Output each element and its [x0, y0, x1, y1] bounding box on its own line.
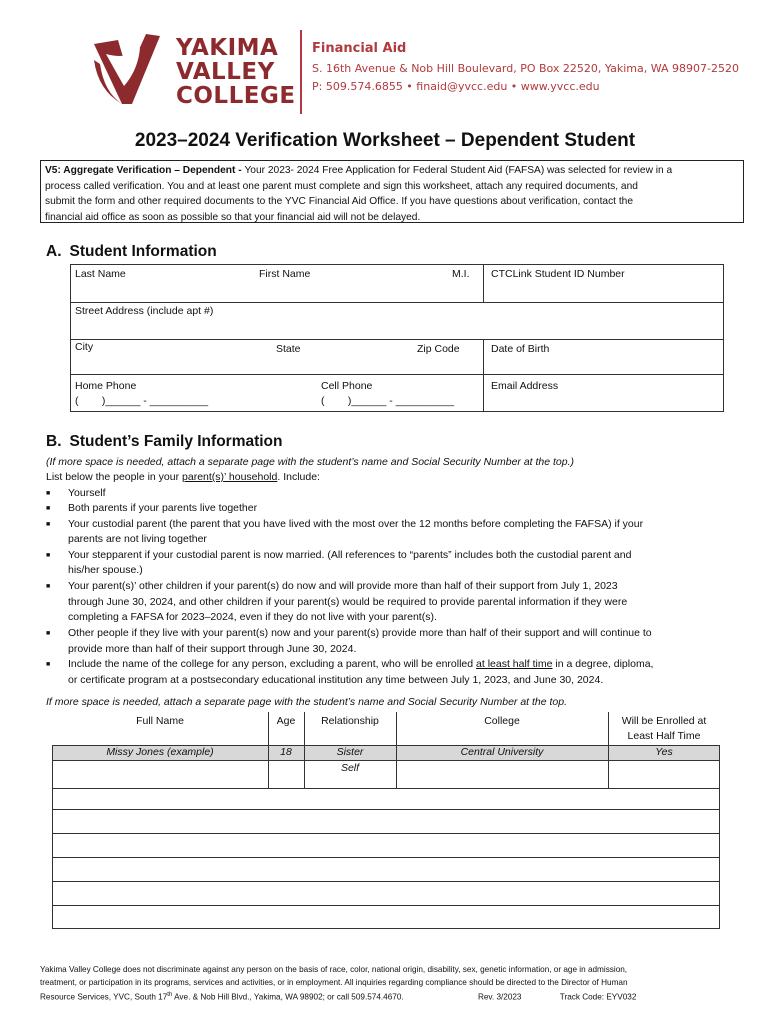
state-field[interactable]: State: [276, 343, 301, 355]
list-item: through June 30, 2024, and other children if your parent(s) would be required to provide parental information if they were: [68, 596, 628, 608]
section-b-heading: [46, 433, 283, 451]
example-college: Central University: [460, 746, 544, 758]
table-row[interactable]: [53, 882, 719, 905]
form-title: 2023–2024 Verification Worksheet – Dependent Student: [134, 130, 636, 151]
row-1-name-input[interactable]: [53, 761, 268, 788]
table-row[interactable]: [53, 906, 719, 928]
table-row[interactable]: [53, 810, 719, 833]
list-item: Yourself: [68, 487, 106, 499]
office-contact: P: 509.574.6855 • finaid@yvcc.edu • www.yvcc.edu: [312, 80, 600, 93]
list-item: Other people if they live with your parent(s) now and your parent(s) provide more than half of their support and will continue to: [68, 627, 652, 639]
footer: [40, 963, 730, 1004]
bullet-icon: ■: [46, 552, 51, 559]
city-field[interactable]: City: [75, 341, 94, 353]
table-note: If more space is needed, attach a separate page with the student’s name and Social Security Number at the top.: [46, 696, 568, 708]
bullet-icon: ■: [46, 490, 51, 497]
self-relationship: Self: [340, 762, 360, 774]
logo-text-line-3: COLLEGE: [176, 83, 296, 109]
list-item: his/her spouse.): [68, 564, 143, 576]
revision-date: Rev. 3/2023: [477, 992, 522, 1002]
intro-line-1: Your 2023- 2024 Free Application for Federal Student Aid (FAFSA) was selected for review in a: [244, 165, 673, 176]
logo-text-line-2: VALLEY: [176, 59, 275, 85]
list-item: completing a FAFSA for 2023–2024, even if they do not live with your parent(s).: [68, 611, 437, 623]
list-item: parents are not living together: [68, 533, 207, 545]
email-address-field[interactable]: Email Address: [491, 380, 559, 392]
list-item: Include the name of the college for any person, excluding a parent, who will be enrolled at least half time in a degree, diploma,: [68, 658, 654, 670]
bullet-icon: ■: [46, 630, 51, 637]
table-row[interactable]: [53, 834, 719, 857]
footer-line-2: treatment, or participation in its programs, services and activities, or in employment. All inquiries regarding compliance should be directed to the Director of Human: [40, 978, 628, 987]
intro-line-2: process called verification. You and at least one parent must complete and sign this worksheet, attach any required documents, and: [45, 180, 638, 192]
street-address-field[interactable]: Street Address (include apt #): [75, 305, 214, 317]
student-info-table: [70, 264, 724, 412]
first-name-field[interactable]: First Name: [259, 268, 311, 280]
table-row[interactable]: [53, 858, 719, 881]
example-enrolled: Yes: [655, 746, 673, 758]
list-item: Your parent(s)’ other children if your parent(s) do now and will provide more than half of their support from July 1, 2023: [68, 580, 618, 592]
footer-line-3: Resource Services, YVC, South 17th Ave. & Nob Hill Blvd., Yakima, WA 98902; or call 509.574.4670. Rev. 3/2023 Track Code: EYV032: [40, 992, 637, 1002]
list-item: Your custodial parent (the parent that you have lived with the most over the 12 months before completing the FAFSA) if your: [68, 518, 644, 530]
example-full-name: Missy Jones (example): [106, 746, 214, 758]
list-item: Your stepparent if your custodial parent is now married. (All references to “parents” includes both the custodial parent and: [68, 549, 632, 561]
middle-initial-field[interactable]: M.I.: [452, 268, 470, 280]
ctclink-id-field[interactable]: CTCLink Student ID Number: [491, 268, 625, 280]
cell-phone-field[interactable]: ( )______ - __________: [321, 395, 455, 407]
col-header-relationship: Relationship: [321, 715, 379, 727]
section-b-title: Student’s Family Information: [69, 433, 283, 450]
zip-code-field[interactable]: Zip Code: [417, 343, 460, 355]
section-b-letter: B.: [46, 433, 62, 450]
col-header-full-name: Full Name: [136, 715, 184, 727]
section-a-heading: [46, 243, 217, 261]
section-a-letter: A.: [46, 243, 62, 260]
track-code: Track Code: EYV032: [559, 992, 637, 1002]
list-item: provide more than half of their support through June 30, 2024.: [68, 643, 357, 655]
college-logo-mark-icon: [88, 30, 166, 110]
table-row[interactable]: [53, 789, 719, 809]
example-age: 18: [280, 746, 292, 758]
intro-line-3: submit the form and other required documents to the YVC Financial Aid Office. If you have questions about verification, contact the: [45, 196, 633, 207]
family-note: (If more space is needed, attach a separate page with the student’s name and Social Security Number at the top.): [46, 456, 575, 468]
list-item: or certificate program at a postsecondary educational institution any time between July 1, 2023, and June 30, 2024.: [68, 674, 604, 686]
intro-bold-lead: V5: Aggregate Verification – Dependent -: [45, 165, 245, 176]
example-relationship: Sister: [336, 746, 364, 758]
bullet-icon: ■: [46, 583, 51, 590]
col-header-enrolled: Will be Enrolled at Least Half Time: [621, 715, 707, 742]
bullet-icon: ■: [46, 521, 51, 528]
family-table: [52, 712, 720, 929]
list-item: Both parents if your parents live together: [68, 502, 258, 514]
home-phone-label: Home Phone: [75, 380, 137, 392]
col-header-college: College: [484, 715, 520, 727]
col-header-age: Age: [276, 715, 296, 727]
intro-box: [40, 160, 744, 223]
footer-line-1: Yakima Valley College does not discriminate against any person on the basis of race, color, national origin, disability, sex, genetic information, or age in admission,: [40, 965, 628, 974]
office-title: Financial Aid: [312, 41, 407, 56]
section-a-title: Student Information: [69, 243, 217, 260]
cell-phone-label: Cell Phone: [321, 380, 373, 392]
family-list-intro: List below the people in your parent(s)’ household. Include:: [46, 471, 320, 483]
header-divider: [300, 30, 302, 114]
bullet-icon: ■: [46, 661, 51, 668]
date-of-birth-field[interactable]: Date of Birth: [491, 343, 550, 355]
last-name-field[interactable]: Last Name: [75, 268, 126, 280]
bullet-icon: ■: [46, 505, 51, 512]
office-address: S. 16th Avenue & Nob Hill Boulevard, PO Box 22520, Yakima, WA 98907-2520: [312, 62, 739, 75]
home-phone-field[interactable]: ( )______ - __________: [75, 395, 209, 407]
intro-line-4: financial aid office as soon as possible so that your financial aid will not be delayed.: [45, 211, 421, 223]
logo-text-line-1: YAKIMA: [176, 35, 279, 61]
